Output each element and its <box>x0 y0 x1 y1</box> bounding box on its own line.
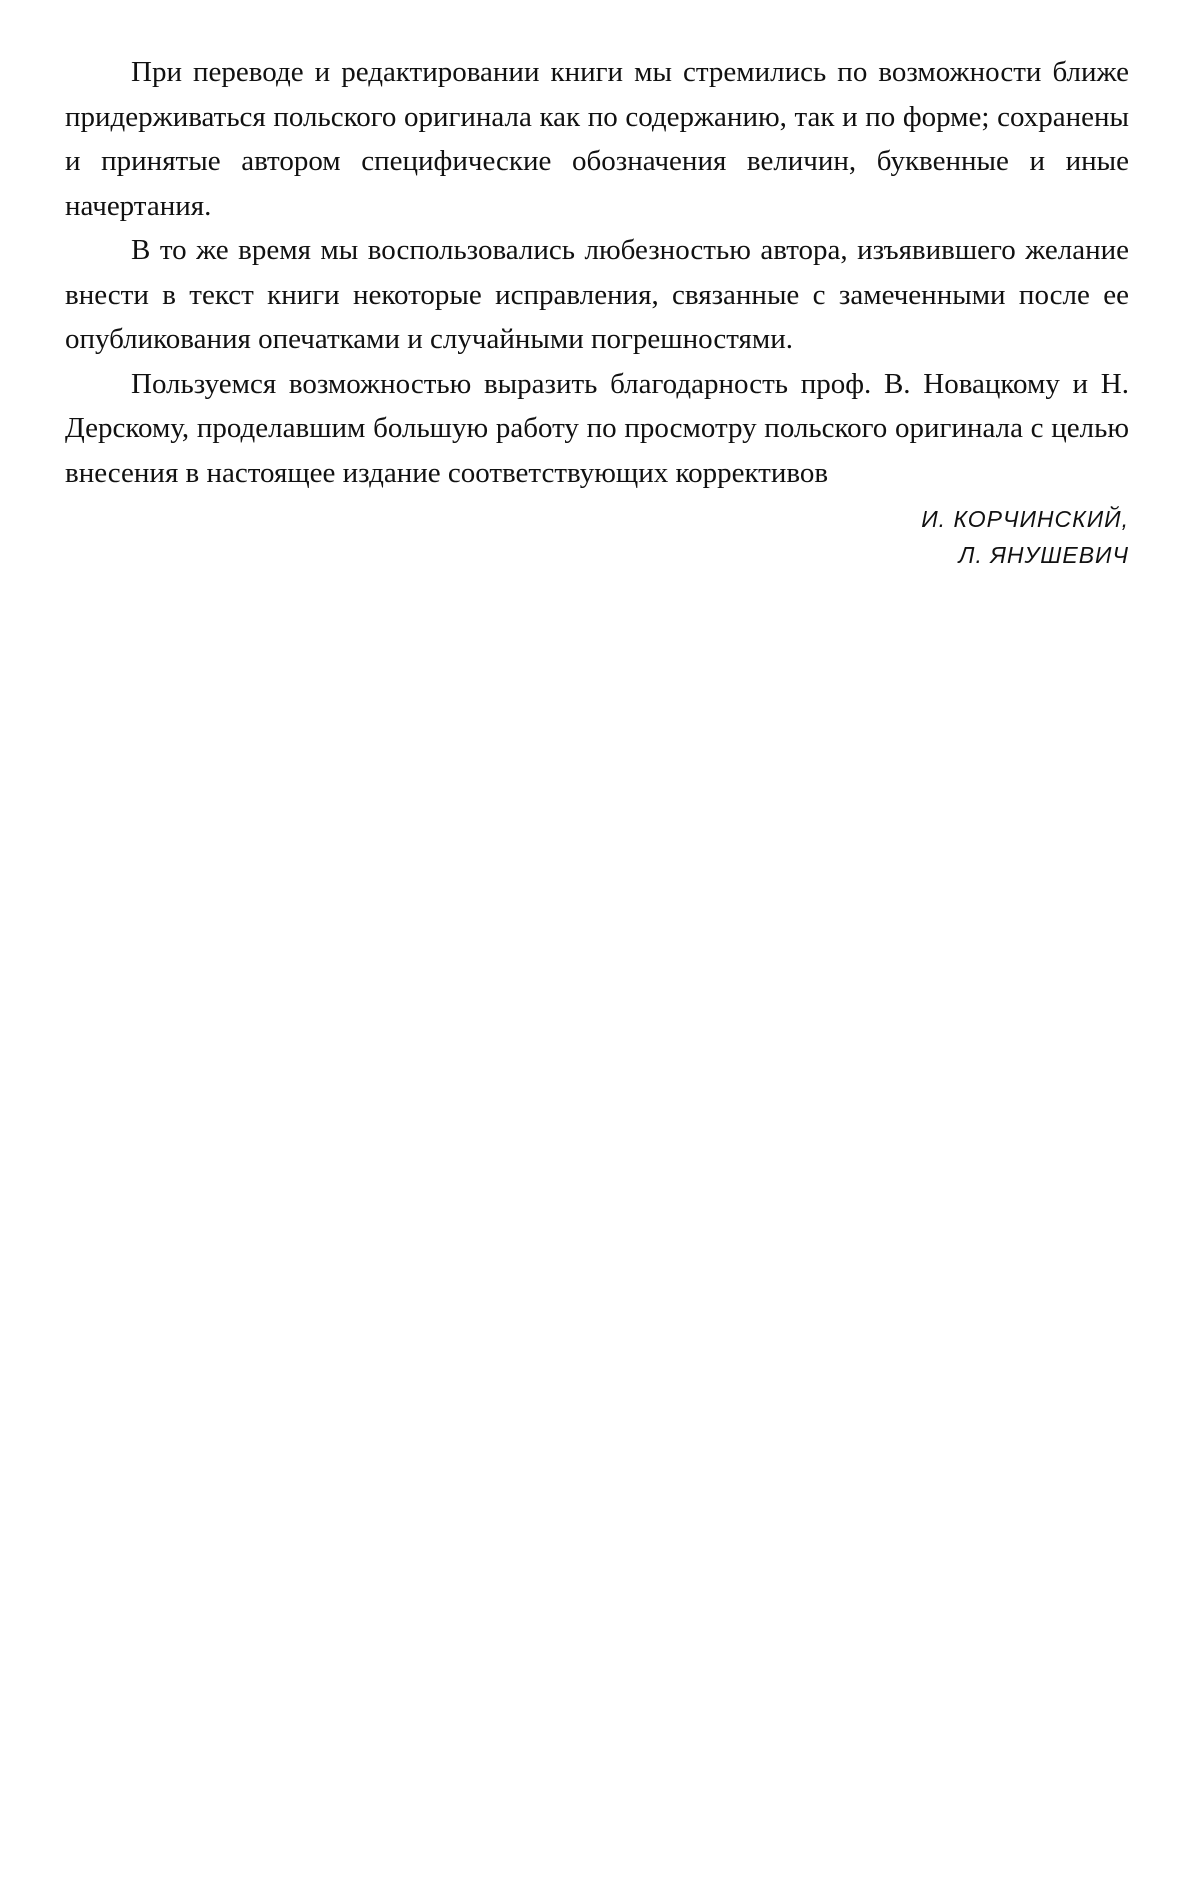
signature-line-1: И. КОРЧИНСКИЙ, <box>921 506 1129 532</box>
signature-block <box>65 501 1129 573</box>
document-page <box>65 50 1129 573</box>
paragraph-acknowledgements: Пользуемся возможностью выразить благодарность проф. В. Новацкому и Н. Дерскому, проделавшим большую работу по просмотру польского оригинала с целью внесения в настоящее издание соответствующих коррективов <box>65 367 1129 489</box>
paragraph-author-corrections: В то же время мы воспользовались любезностью автора, изъявившего желание внести в текст книги некоторые исправления, связанные с замеченными после ее опубликования опечатками и случайными погрешностями. <box>65 234 1129 355</box>
paragraph-translation-approach: При переводе и редактировании книги мы стремились по возможности ближе придерживаться польского оригинала как по содержанию, так и по форме; сохранены и принятые автором специфические обозначения величин, буквенные и иные начертания. <box>65 56 1129 222</box>
signature-line-2: Л. ЯНУШЕВИЧ <box>958 542 1129 568</box>
